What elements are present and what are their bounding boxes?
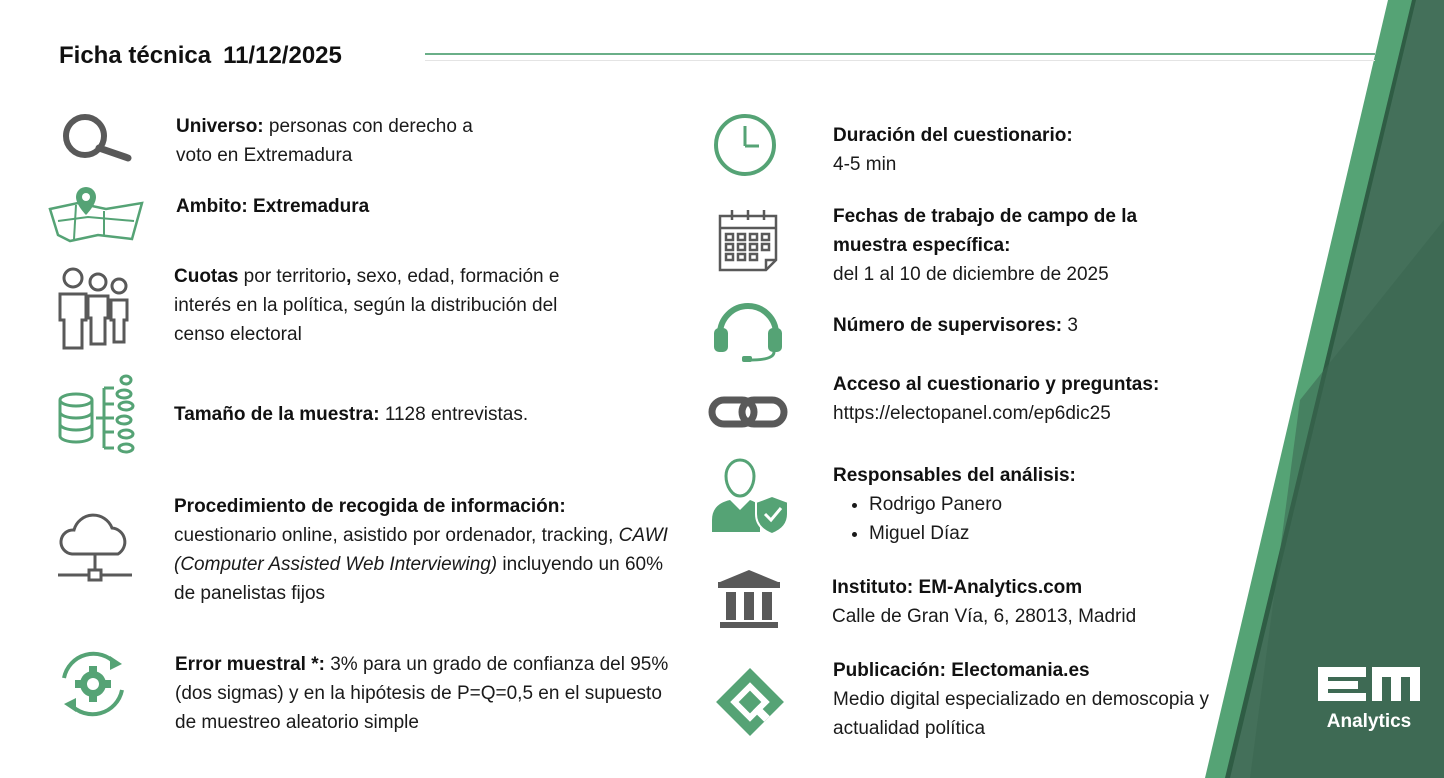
supervisores-text: 3	[1062, 315, 1078, 336]
responsables-label: Responsables del análisis:	[833, 465, 1076, 486]
title-date: 11/12/2025	[223, 42, 342, 69]
error-text: 3% para un grado de confianza del 95% (dos sigmas) y en la hipótesis de P=Q=0,5 en el supuesto de muestreo aleatorio simple	[175, 654, 669, 733]
procedimiento-text-b: incluyendo un 60% de panelistas fijos	[174, 554, 663, 604]
cuotas-label: Cuotas	[174, 266, 239, 287]
header-rule-shadow	[425, 60, 1375, 61]
universo-label: Universo:	[176, 116, 264, 137]
database-icon	[56, 374, 138, 456]
universo-block	[176, 112, 506, 170]
cuotas-text-a: por territorio	[238, 266, 347, 287]
procedimiento-text-a: cuestionario online, asistido por ordenador, tracking,	[174, 525, 619, 546]
duracion-text: 4-5 min	[833, 154, 897, 175]
publicacion-label: Publicación: Electomania.es	[833, 660, 1090, 681]
link-icon	[708, 394, 788, 430]
page-title	[59, 42, 342, 70]
electomania-icon	[712, 664, 788, 740]
instituto-block	[832, 573, 1212, 631]
muestra-label: Tamaño de la muestra:	[174, 404, 380, 425]
instituto-address: Calle de Gran Vía, 6, 28013, Madrid	[832, 606, 1137, 627]
supervisores-block	[833, 311, 1078, 340]
acceso-block	[833, 370, 1213, 428]
em-analytics-logo	[1316, 665, 1422, 735]
header-rule	[425, 53, 1375, 55]
duracion-label: Duración del cuestionario:	[833, 125, 1073, 146]
list-item: • Rodrigo Panero	[869, 490, 1213, 519]
instituto-label: Instituto: EM-Analytics.com	[832, 577, 1083, 598]
cloud-network-icon	[56, 512, 134, 584]
title-text: Ficha técnica	[59, 42, 212, 69]
supervisores-label: Número de supervisores:	[833, 315, 1063, 336]
publicacion-block	[833, 656, 1213, 743]
fechas-block	[833, 202, 1213, 289]
responsables-block	[833, 461, 1213, 548]
user-shield-icon	[710, 456, 790, 534]
procedimiento-italic: CAWI (Computer Assisted Web Interviewing)	[174, 525, 668, 575]
duracion-block	[833, 121, 1213, 179]
logo-text: Analytics	[1326, 711, 1412, 732]
procedimiento-block	[174, 492, 674, 608]
calendar-icon	[716, 206, 780, 274]
error-label: Error muestral *:	[175, 654, 325, 675]
responsables-list	[833, 490, 1213, 548]
people-group-icon	[56, 266, 132, 350]
map-pin-icon	[48, 183, 144, 243]
publicacion-text: Medio digital especializado en demoscopia y actualidad política	[833, 689, 1210, 739]
list-item: • Miguel Díaz	[869, 519, 1213, 548]
universo-text: personas con derecho a voto en Extremadura	[176, 116, 473, 166]
muestra-text: 1128 entrevistas.	[379, 404, 529, 425]
ambito-label: Ambito: Extremadura	[176, 196, 370, 217]
cuotas-comma: ,	[346, 266, 352, 287]
institution-icon	[716, 568, 782, 630]
procedimiento-label: Procedimiento de recogida de información:	[174, 496, 566, 517]
headset-icon	[710, 298, 786, 364]
cuotas-text-b: sexo, edad, formación e interés en la política, según la distribución del censo electoral	[174, 266, 560, 345]
ambito-block	[176, 192, 369, 221]
fechas-label: Fechas de trabajo de campo de la muestra específica:	[833, 206, 1138, 256]
muestra-block	[174, 400, 528, 429]
fechas-text: del 1 al 10 de diciembre de 2025	[833, 264, 1109, 285]
acceso-url: https://electopanel.com/ep6dic25	[833, 403, 1111, 424]
search-icon	[60, 110, 134, 166]
error-block	[175, 650, 675, 737]
gear-cycle-icon	[50, 648, 136, 720]
cuotas-block	[174, 262, 574, 349]
acceso-label: Acceso al cuestionario y preguntas:	[833, 374, 1160, 395]
clock-icon	[712, 112, 778, 178]
